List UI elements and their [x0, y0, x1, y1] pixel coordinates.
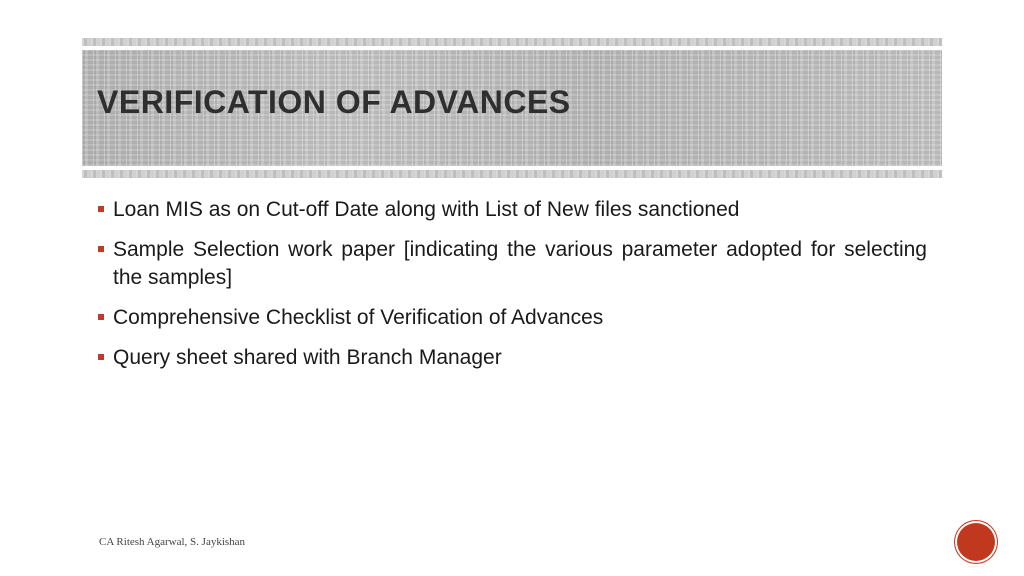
- bullet-marker-icon: [98, 246, 104, 252]
- footer-author: CA Ritesh Agarwal, S. Jaykishan: [99, 536, 246, 548]
- bullet-marker-icon: [98, 206, 104, 212]
- bullet-text: Loan MIS as on Cut-off Date along with List of New files sanctioned: [113, 198, 740, 221]
- slide-title: VERIFICATION OF ADVANCES: [97, 84, 571, 120]
- bullet-text: Query sheet shared with Branch Manager: [113, 346, 502, 369]
- bullet-text: Comprehensive Checklist of Verification of Advances: [113, 306, 604, 329]
- title-band-bottom-stripe: [82, 170, 942, 178]
- bullet-item: [97, 344, 927, 372]
- bullet-text: Sample Selection work paper [indicating the various parameter adopted for selecting the samples]: [113, 238, 927, 289]
- bullet-marker-icon: [98, 314, 104, 320]
- bullet-marker-icon: [98, 354, 104, 360]
- bullet-item: [97, 196, 927, 224]
- bullet-list: [97, 196, 927, 384]
- title-band-top-stripe: [82, 38, 942, 46]
- bullet-item: [97, 236, 927, 292]
- page-number-badge: [957, 523, 995, 561]
- bullet-item: [97, 304, 927, 332]
